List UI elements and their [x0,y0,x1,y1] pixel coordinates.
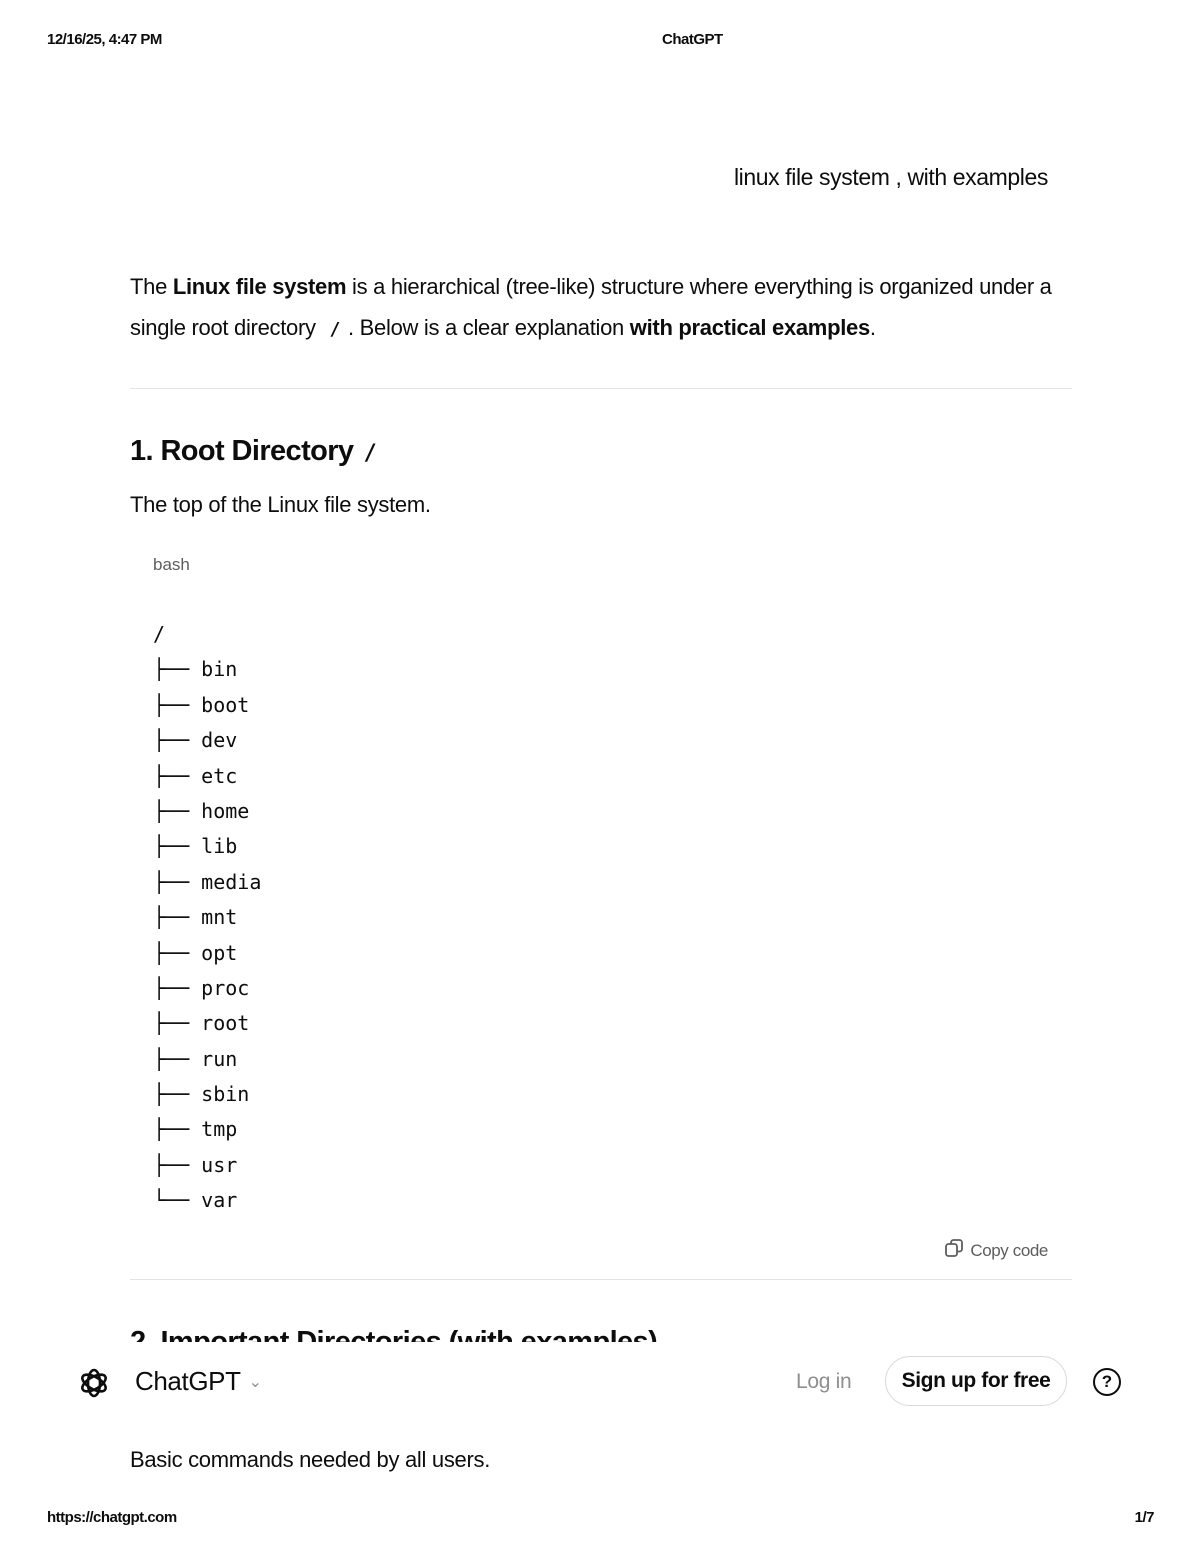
print-url: https://chatgpt.com [47,1509,177,1526]
code-line: └── var [153,1188,238,1213]
code-line: ├── run [153,1046,238,1071]
help-icon[interactable]: ? [1093,1368,1121,1396]
code-line: ├── tmp [153,1117,238,1142]
code-line: ├── lib [153,834,238,859]
code-line: ├── home [153,798,250,823]
print-page-title: ChatGPT [662,31,723,48]
user-message: linux file system , with examples [733,164,1048,190]
divider [130,388,1072,389]
divider [130,1279,1072,1280]
section-heading-text: 1. Root Directory [130,435,354,467]
login-link[interactable]: Log in [796,1370,852,1393]
inline-code-root: / [329,319,341,340]
intro-bold-2: with practical examples [629,315,870,340]
intro-text-2: is a hierarchical (tree-like) structure where everything is organized under a single root directory [130,274,1052,340]
copy-code-button[interactable] [944,1238,1048,1263]
print-page-number: 1/7 [1134,1509,1154,1526]
intro-bold-1: Linux file system [172,274,347,299]
code-line: ├── boot [153,692,250,717]
code-line: ├── usr [153,1152,238,1177]
copy-code-label: Copy code [970,1240,1048,1260]
section-paragraph: The top of the Linux file system. [130,492,431,517]
section-heading-code: / [363,441,377,466]
code-line: ├── mnt [153,905,238,930]
intro-text-3: . Below is a clear explanation [348,315,630,340]
chatgpt-bottom-bar [0,1342,1200,1426]
print-datetime: 12/16/25, 4:47 PM [47,31,162,48]
code-line: / [153,622,166,646]
assistant-intro [130,266,1060,350]
signup-button[interactable]: Sign up for free [885,1356,1067,1406]
code-line: ├── root [153,1011,250,1036]
section-heading-root [130,435,376,468]
code-line: ├── bin [153,657,238,682]
code-line: ├── sbin [153,1082,250,1107]
chevron-down-icon: ⌄ [248,1373,262,1391]
section-heading-important-directories [130,1322,657,1340]
code-line: ├── dev [153,728,238,753]
code-block [153,617,261,1219]
code-line: ├── proc [153,975,250,1000]
intro-text-4: . [869,315,876,340]
copy-icon [944,1238,964,1263]
brand-label: ChatGPT [135,1366,241,1396]
section-paragraph-bin: Basic commands needed by all users. [130,1447,491,1472]
intro-text-1: The [130,274,173,299]
code-language-label: bash [153,555,190,574]
code-line: ├── opt [153,940,238,965]
code-line: ├── etc [153,763,238,788]
code-line: ├── media [153,869,262,894]
model-selector[interactable] [135,1366,262,1397]
openai-logo-icon[interactable] [77,1366,111,1400]
